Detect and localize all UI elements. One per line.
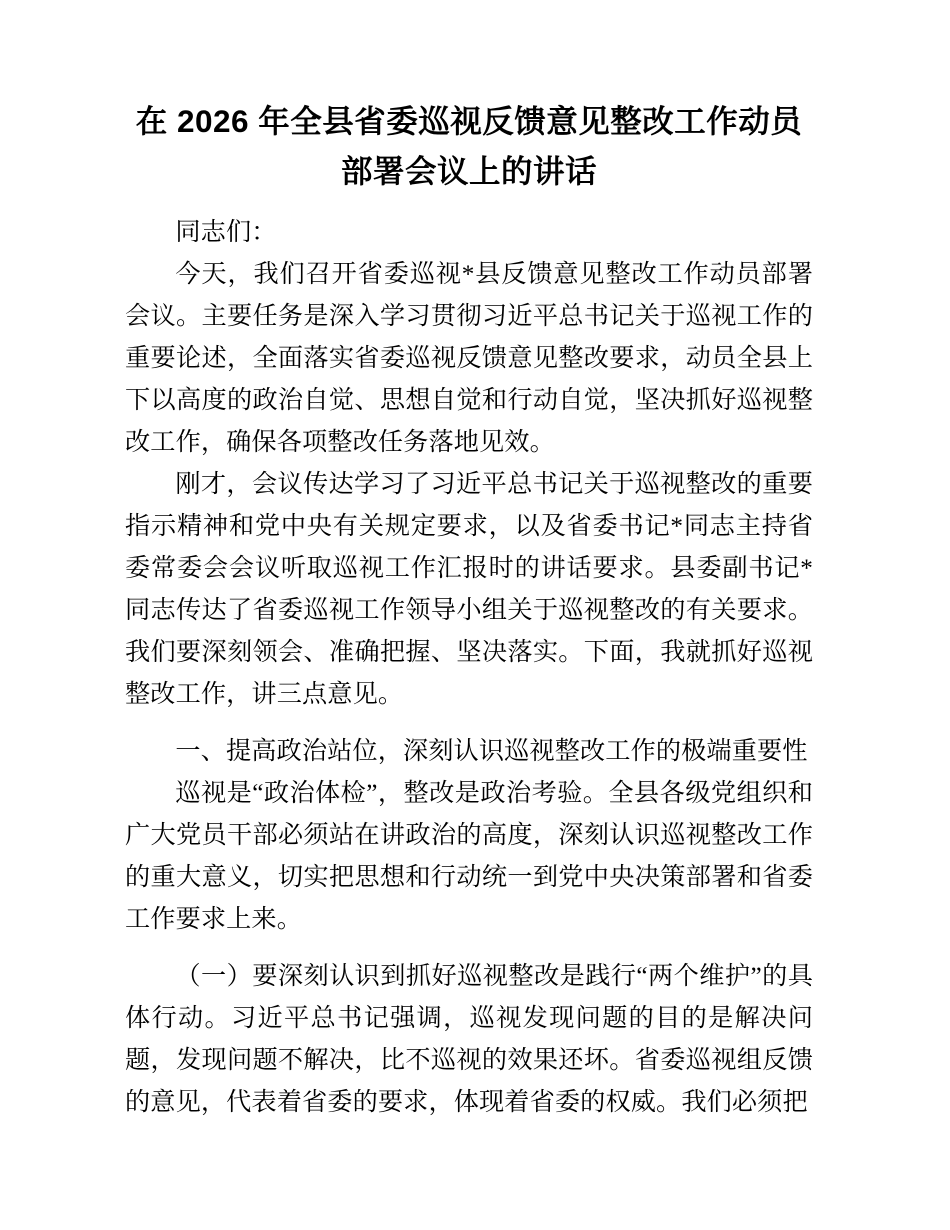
- page-title-line-2: 部署会议上的讲话: [340, 153, 597, 189]
- paragraph-2: 刚才，会议传达学习了习近平总书记关于巡视整改的重要指示精神和党中央有关规定要求，以及省委书记*同志主持省委常委会会议听取巡视工作汇报时的讲话要求。县委副书记*同志传达了省委巡视工作领导小组关于巡视整改的有关要求。我们要深刻领会、准确把握、坚决落实。下面，我就抓好巡视整改工作，讲三点意见。: [125, 471, 813, 708]
- paragraph-4: （一）要深刻认识到抓好巡视整改是践行“两个维护”的具体行动。习近平总书记强调，巡视发现问题的目的是解决问题，发现问题不解决，比不巡视的效果还坏。省委巡视组反馈的意见，代表着省委的要求，体现着省委的权威。我们必须把: [125, 963, 813, 1116]
- page-title: [125, 96, 813, 196]
- salutation: 同志们：: [175, 219, 277, 246]
- paragraph-1: 今天，我们召开省委巡视*县反馈意见整改工作动员部署会议。主要任务是深入学习贯彻习近平总书记关于巡视工作的重要论述，全面落实省委巡视反馈意见整改要求，动员全县上下以高度的政治自觉、思想自觉和行动自觉，坚决抓好巡视整改工作，确保各项整改任务落地见效。: [125, 261, 813, 456]
- document-body: [125, 96, 813, 1124]
- paragraph-3: 巡视是“政治体检”，整改是政治考验。全县各级党组织和广大党员干部必须站在讲政治的高度，深刻认识巡视整改工作的重大意义，切实把思想和行动统一到党中央决策部署和省委工作要求上来。: [125, 780, 813, 933]
- page-title-line-1: 在 2026 年全县省委巡视反馈意见整改工作动员: [135, 103, 803, 139]
- section-heading-1: 一、提高政治站位，深刻认识巡视整改工作的极端重要性: [175, 738, 808, 765]
